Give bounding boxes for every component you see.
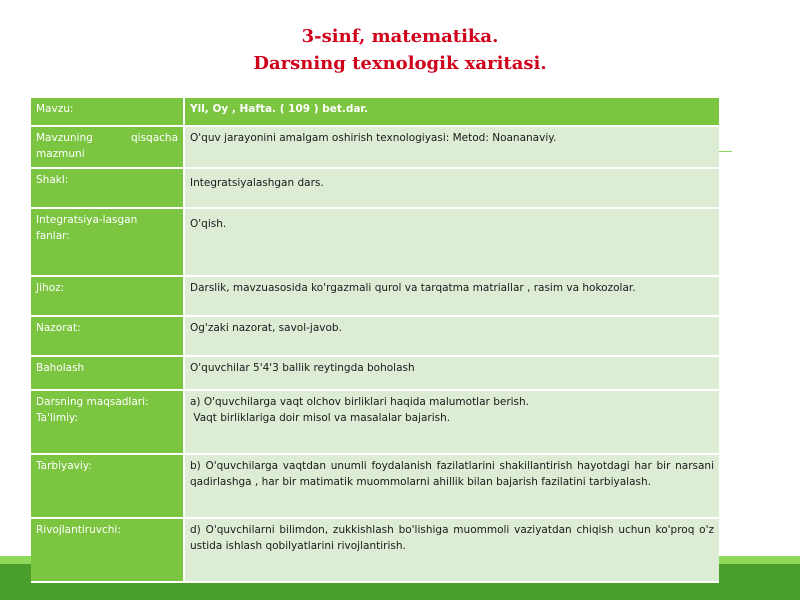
table-row [31,98,719,126]
page-subtitle: Darsning texnologik xaritasi. [253,53,547,74]
table-row [31,168,719,208]
row-label-part: Mavzuning [36,132,93,144]
row-value [184,390,719,454]
row-value: Og'zaki nazorat, savol-javob. [184,316,719,356]
row-label-part: fanlar: [36,230,70,242]
table-row [31,126,719,168]
row-label: Shakl: [31,168,184,208]
row-value: d) O'quvchilarni bilimdon, zukkishlash bo'lishiga muommoli vaziyatdan chiqish uchun ko'proq o'z ustida ishlash qobilyatlarini rivojlantirish. [184,518,719,582]
row-value: Integratsiyalashgan dars. [184,168,719,208]
row-value-part: a) O'quvchilarga vaqt olchov birliklari haqida malumotlar berish. [190,396,530,408]
row-label [31,390,184,454]
table-row [31,356,719,390]
row-label: Tarbiyaviy: [31,454,184,518]
table-row [31,454,719,518]
row-label: Baholash [31,356,184,390]
row-label-part: mazmuni [36,148,85,160]
row-label-part: qisqacha [130,132,178,144]
table-row [31,518,719,582]
table-row [31,276,719,316]
row-value: Darslik, mavzuasosida ko'rgazmali qurol va tarqatma matriallar , rasim va hokozolar. [184,276,719,316]
table-row [31,208,719,276]
row-value: O'qish. [184,208,719,276]
row-label-part: Ta'limiy: [36,412,78,424]
row-label: Mavzu: [31,98,184,126]
row-value: O'quv jarayonini amalgam oshirish texnologiyasi: Metod: Noananaviy. [184,126,719,168]
lesson-plan-table [31,98,719,583]
row-label-part: Integratsiya-lasgan [36,214,138,226]
row-label-part: Darsning maqsadlari: [36,396,149,408]
row-label: Nazorat: [31,316,184,356]
row-value: b) O'quvchilarga vaqtdan unumli foydalanish fazilatlarini shakillantirish hayotdagi har bir narsani qadirlashga , har bir matimatik muommolarni ahillik bilan bajarish fazilatini tarbiyalash. [184,454,719,518]
decorative-line [717,151,732,152]
row-value: Yil, Oy , Hafta. ( 109 ) bet.dar. [184,98,719,126]
row-label: Jihoz: [31,276,184,316]
row-label [31,208,184,276]
row-label [31,126,184,168]
table-row [31,390,719,454]
page-title: 3-sinf, matematika. [301,26,499,47]
row-label: Rivojlantiruvchi: [31,518,184,582]
row-value: O'quvchilar 5'4'3 ballik reytingda boholash [184,356,719,390]
row-value-part: Vaqt birliklariga doir misol va masalalar bajarish. [190,412,451,424]
table-row [31,316,719,356]
